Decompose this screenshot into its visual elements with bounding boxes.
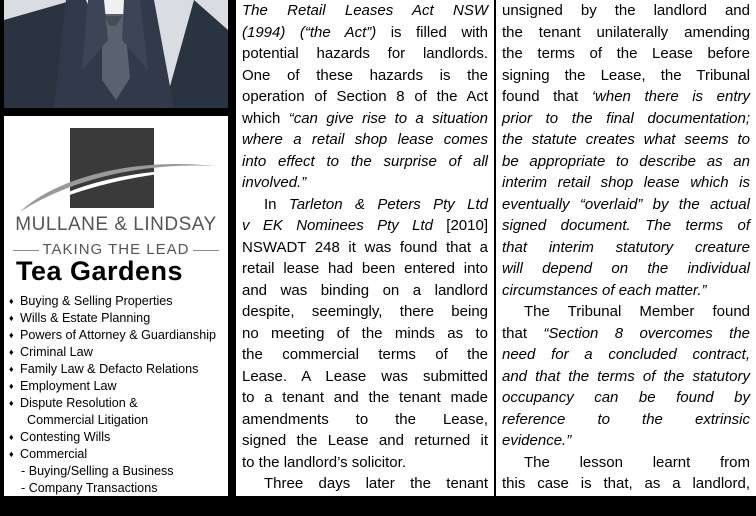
- article-line: this case is that, as a landlord,: [496, 473, 756, 495]
- article-line: The Retail Leases Act NSW: [236, 0, 494, 22]
- article-line: signed document. The terms of: [496, 215, 756, 237]
- article-line: eventually “overlaid” by the actual: [496, 194, 756, 216]
- article-line: NSWADT 248 it was found that a: [236, 237, 494, 259]
- firm-name: MULLANE & LINDSAY: [6, 214, 226, 236]
- article-line: where a retail shop lease comes: [236, 129, 494, 151]
- article-line: reference to the extrinsic: [496, 409, 756, 431]
- article-line: circumstances of each matter.”: [496, 280, 756, 302]
- office-location-heading: Tea Gardens: [16, 256, 183, 287]
- service-item: - Company Transactions: [9, 480, 216, 497]
- article-text-run: that: [502, 325, 543, 342]
- article-line: the commercial terms of the: [236, 344, 494, 366]
- article-text-run: (1994) (“the Act”): [242, 24, 376, 41]
- article-text-run: which: [242, 110, 289, 127]
- lawyer-portrait-photo: [4, 0, 228, 108]
- service-item: ♦ Employment Law: [9, 378, 216, 395]
- article-text-run: “Section 8 overcomes the: [543, 325, 750, 342]
- service-item: ♦ Buying & Selling Properties: [9, 293, 216, 310]
- article-text-run: Tarleton & Peters Pty Ltd: [289, 196, 488, 213]
- article-line: Three days later the tenant: [236, 473, 494, 495]
- article-line: amendments to the Lease,: [236, 409, 494, 431]
- service-item: ♦ Contesting Wills: [9, 429, 216, 446]
- article-line: took possession of the premises.: [236, 495, 494, 516]
- article-line: involved.”: [236, 172, 494, 194]
- service-item: ♦ Commercial: [9, 446, 216, 463]
- article-line: [236, 22, 494, 44]
- article-line: One of these hazards is the: [236, 65, 494, 87]
- article-line: and was binding on a landlord: [236, 280, 494, 302]
- article-line: will depend on the individual: [496, 258, 756, 280]
- article-text-run: found that: [502, 88, 592, 105]
- article-line: unsigned by the landlord and: [496, 0, 756, 22]
- services-list: [9, 293, 216, 497]
- article-line: be appropriate to describe as an: [496, 151, 756, 173]
- article-line: occupancy can be found by: [496, 387, 756, 409]
- article-text-run: “can give rise to a situation: [289, 110, 488, 127]
- article-text-run: In: [264, 196, 289, 213]
- article-line: retail lease had been entered into: [236, 258, 494, 280]
- article-line: the terms of the Lease before: [496, 43, 756, 65]
- article-line: despite, seemingly, there being: [236, 301, 494, 323]
- article-line: to the landlord’s solicitor.: [236, 452, 494, 474]
- article-line: Lease. A Lease was submitted: [236, 366, 494, 388]
- article-text-run: v EK Nominees Pty Ltd: [242, 217, 433, 234]
- logo-mark-icon: [6, 126, 226, 218]
- article-line: interim retail shop lease which is: [496, 172, 756, 194]
- firm-tagline: TAKING THE LEAD: [6, 241, 226, 258]
- article-line: to a tenant and the tenant made: [236, 387, 494, 409]
- article-line: the statute creates what seems to: [496, 129, 756, 151]
- service-item: ♦ Wills & Estate Planning: [9, 310, 216, 327]
- article-line: [496, 323, 756, 345]
- article-line: operation of Section 8 of the Act: [236, 86, 494, 108]
- article-line: the tenant unilaterally amending: [496, 22, 756, 44]
- article-line: and that the terms of the statutory: [496, 366, 756, 388]
- article-line: no meeting of the minds as to: [236, 323, 494, 345]
- article-line: you must be very careful that: [496, 495, 756, 516]
- article-column-2: [496, 0, 756, 496]
- service-item: ♦ Dispute Resolution &: [9, 395, 216, 412]
- article-line: [496, 86, 756, 108]
- article-column-1: [236, 0, 494, 496]
- service-item: ♦ Criminal Law: [9, 344, 216, 361]
- article-line: into effect to the surprise of all: [236, 151, 494, 173]
- article-line: that interim statutory creature: [496, 237, 756, 259]
- article-line: The Tribunal Member found: [496, 301, 756, 323]
- article-text-run: is filled with: [376, 24, 488, 41]
- article-line: The lesson learnt from: [496, 452, 756, 474]
- article-line: need for a concluded contract,: [496, 344, 756, 366]
- firm-advertisement: [4, 116, 228, 496]
- article-line: signed the Lease and returned it: [236, 430, 494, 452]
- article-line: [236, 108, 494, 130]
- article-line: evidence.”: [496, 430, 756, 452]
- article-line: prior to the final documentation;: [496, 108, 756, 130]
- article-line: signing the Lease, the Tribunal: [496, 65, 756, 87]
- firm-logo: [6, 126, 226, 244]
- service-item: - Buying/Selling a Business: [9, 463, 216, 480]
- service-item: ♦ Family Law & Defacto Relations: [9, 361, 216, 378]
- article-line: potential hazards for landlords.: [236, 43, 494, 65]
- article-line: [236, 194, 494, 216]
- article-text-run: [2010]: [433, 217, 488, 234]
- service-item: Commercial Litigation: [9, 412, 216, 429]
- article-line: [236, 215, 494, 237]
- service-item: ♦ Powers of Attorney & Guardianship: [9, 327, 216, 344]
- article-text-run: ‘when there is entry: [592, 88, 750, 105]
- portrait-illustration: [4, 0, 228, 108]
